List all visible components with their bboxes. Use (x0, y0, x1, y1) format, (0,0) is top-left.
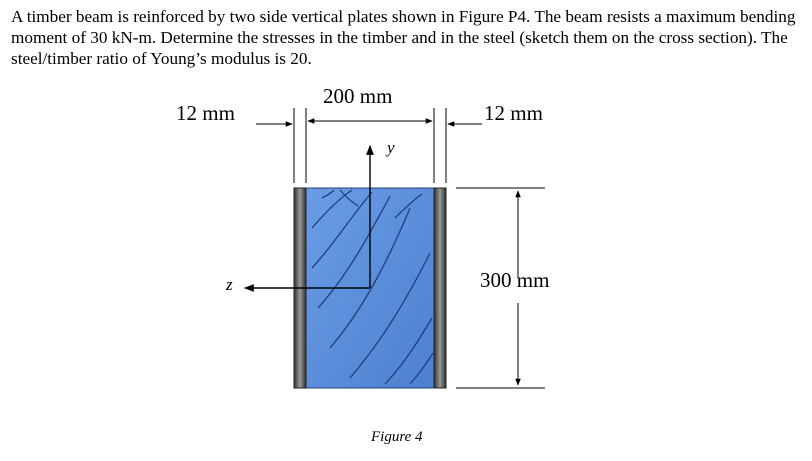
label-plate-left: 12 mm (176, 101, 235, 125)
label-plate-right: 12 mm (484, 101, 543, 125)
figure-caption: Figure 4 (371, 429, 423, 445)
cross-section-figure (0, 78, 812, 461)
cross-section-drawing (0, 78, 812, 461)
problem-statement: A timber beam is reinforced by two side vertical plates shown in Figure P4. The beam resists a maximum bending moment of 30 kN-m. Determine the stresses in the timber and in the steel (sketch them on the cross section). The steel/timber ratio of Young’s modulus is 20. (11, 7, 796, 68)
steel-plate-right (434, 188, 446, 388)
label-height: 300 mm (480, 268, 550, 292)
label-axis-y: y (387, 138, 395, 157)
label-axis-z: z (226, 275, 233, 294)
label-width: 200 mm (323, 84, 393, 108)
